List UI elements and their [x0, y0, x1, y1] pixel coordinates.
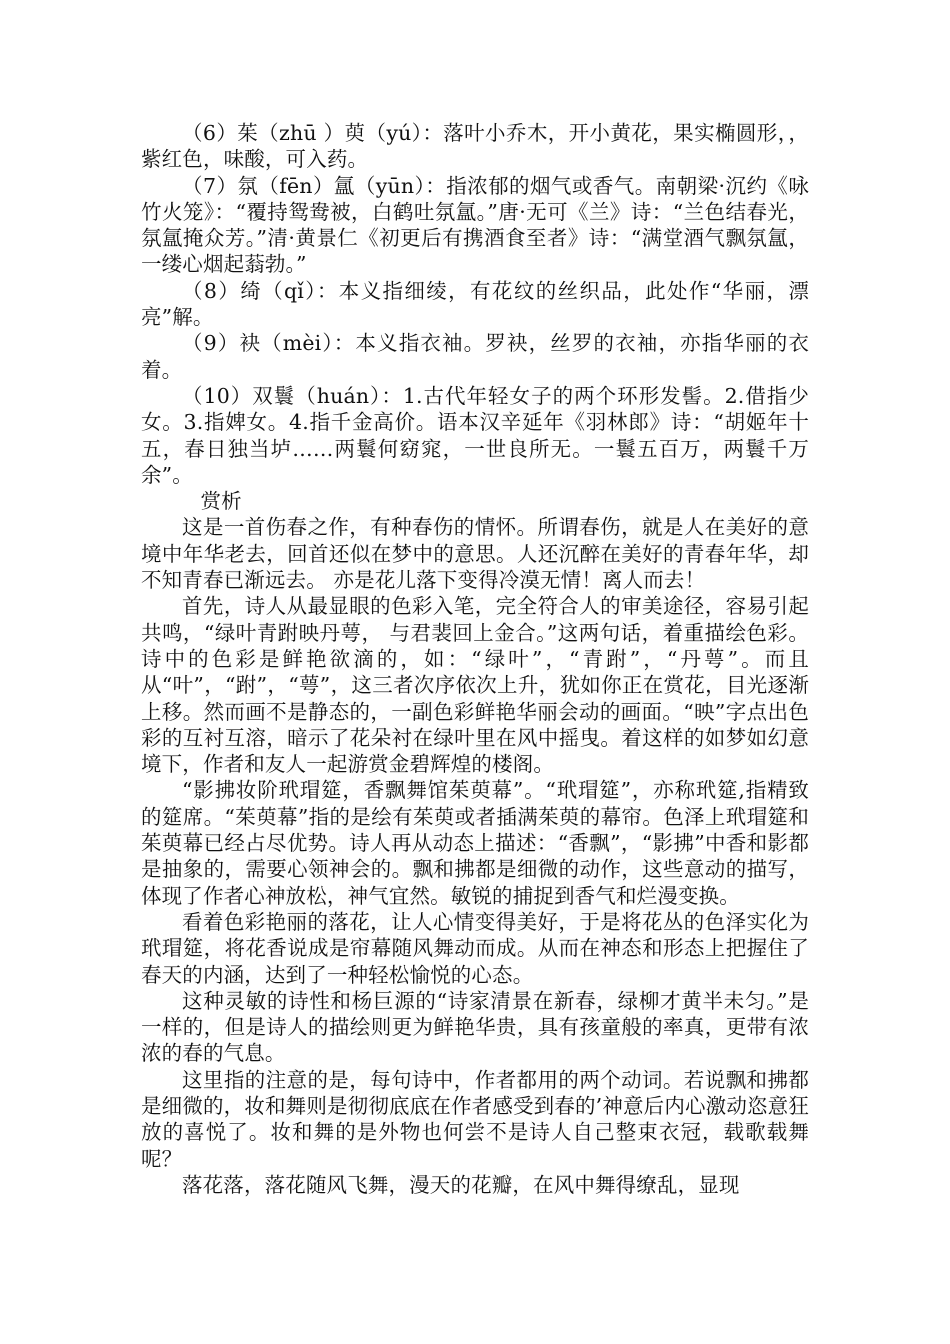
note-8: （8）绮（qǐ）：本义指细绫，有花纹的丝织品，此处作“华丽，漂亮”解。 [141, 278, 809, 330]
note-10: （10）双鬟（huán）：1.古代年轻女子的两个环形发髻。2.借指少女。3.指婢女。4.指千金高价。语本汉辛延年《羽林郎》诗：“胡姬年十五，春日独当垆……两鬟何窈窕，一世良所无。一鬟五百万，两鬟千万余”。 [141, 383, 809, 487]
analysis-paragraph: 落花落，落花随风飞舞，漫天的花瓣，在风中舞得缭乱，显现 [182, 1172, 740, 1197]
analysis-paragraph: 这种灵敏的诗性和杨巨源的“诗家清景在新春，绿柳才黄半未匀。”是一样的，但是诗人的描绘则更为鲜艳华贵，具有孩童般的率真，更带有浓浓的春的气息。 [141, 988, 809, 1066]
note-7: （7）氛（fēn）氲（yūn）：指浓郁的烟气或香气。南朝梁·沉约《咏竹火笼》：“覆持鸳鸯被，白鹤吐氛氲。”唐·无可《兰》诗：“兰色结春光，氛氲掩众芳。”清·黄景仁《初更后有携酒食至者》诗：“满堂酒气飘氛氲，一缕心烟起蓊勃。” [141, 173, 809, 277]
note-6: （6）茱（zhū ）萸（yú）：落叶小乔木，开小黄花，果实椭圆形，，紫红色，味酸，可入药。 [141, 121, 809, 172]
document-body [141, 120, 809, 1198]
analysis-paragraph: “影拂妆阶玳瑁筵，香飘舞馆茱萸幕”。“玳瑁筵”，亦称玳筵,指精致的筵席。“茱萸幕”指的是绘有茱萸或者插满茱萸的幕帘。色泽上玳瑁筵和茱萸幕已经占尽优势。诗人再从动态上描述：“香飘”，“影拂”中香和影都是抽象的，需要心领神会的。飘和拂都是细微的动作，这些意动的描写，体现了作者心神放松，神气宜然。敏锐的捕捉到香气和烂漫变换。 [141, 778, 809, 908]
analysis-paragraph: 首先，诗人从最显眼的色彩入笔，完全符合人的审美途径，容易引起共鸣，“绿叶青跗映丹萼， 与君裴回上金合。”这两句话，着重描绘色彩。诗中的色彩是鲜艳欲滴的，如：“绿叶”，“青跗”，“丹萼”。而且从“叶”，“跗”，“萼”，这三者次序依次上升，犹如你正在赏花，目光逐渐上移。然而画不是静态的，一副色彩鲜艳华丽会动的画面。“映”字点出色彩的互衬互溶，暗示了花朵衬在绿叶里在风中摇曳。着这样的如梦如幻意境下，作者和友人一起游赏金碧辉煌的楼阁。 [141, 594, 809, 777]
analysis-paragraph: 看着色彩艳丽的落花，让人心情变得美好，于是将花丛的色泽实化为玳瑁筵，将花香说成是帘幕随风舞动而成。从而在神态和形态上把握住了春天的内涵，达到了一种轻松愉悦的心态。 [141, 909, 809, 987]
analysis-paragraph: 这里指的注意的是，每句诗中，作者都用的两个动词。若说飘和拂都是细微的，妆和舞则是彻彻底底在作者感受到春的’神意后内心激动恣意狂放的喜悦了。妆和舞的是外物也何尝不是诗人自己整束衣冠，载歌载舞呢？ [141, 1067, 809, 1171]
note-9: （9）袂（mèi）：本义指衣袖。罗袂，丝罗的衣袖，亦指华丽的衣着。 [141, 331, 809, 382]
section-heading: 赏析 [200, 489, 242, 514]
analysis-paragraph: 这是一首伤春之作，有种春伤的情怀。所谓春伤，就是人在美好的意境中年华老去，回首还似在梦中的意思。人还沉醉在美好的青春年华，却不知青春已渐远去。 亦是花儿落下变得冷漠无情！离人而去！ [141, 515, 809, 593]
